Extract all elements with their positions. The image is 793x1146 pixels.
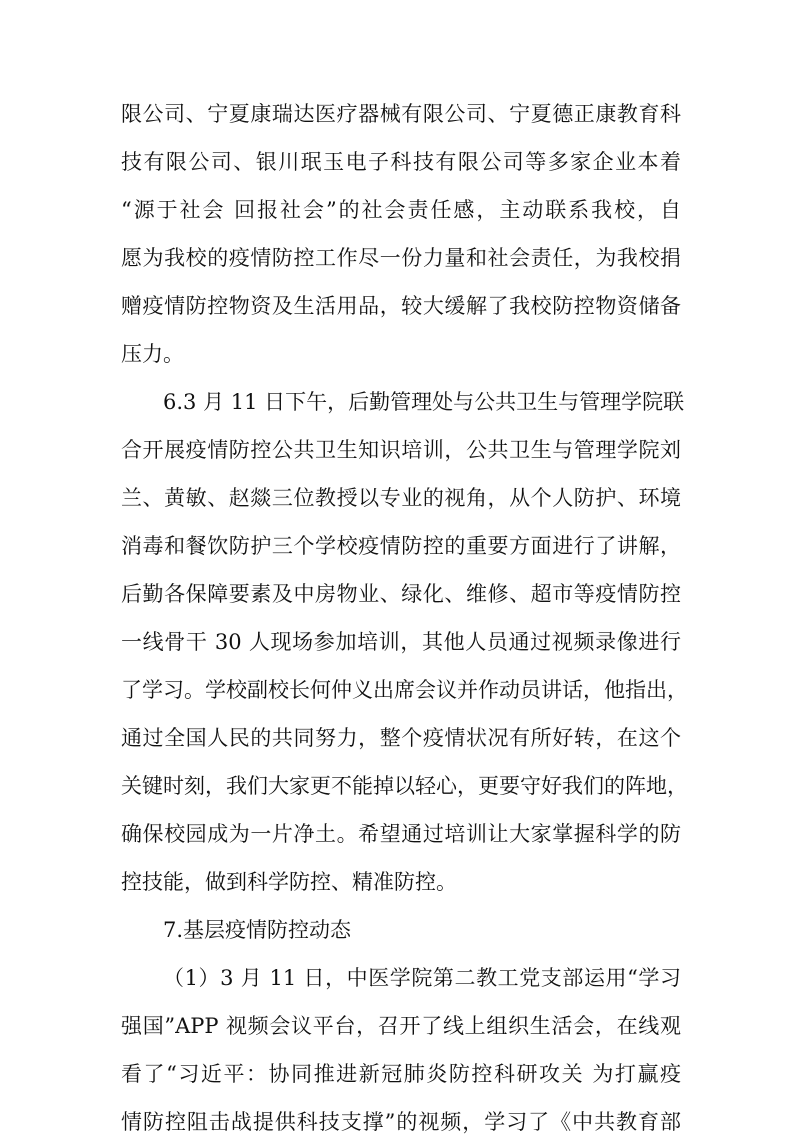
text-line: 后勤各保障要素及中房物业、绿化、维修、超市等疫情防控	[121, 582, 681, 606]
text-line: 6.3 月 11 日下午，后勤管理处与公共卫生与管理学院联	[163, 390, 685, 414]
text-line: （1）3 月 11 日，中医学院第二教工党支部运用“学习	[163, 966, 681, 990]
document-body	[121, 90, 688, 1146]
text-line: 限公司、宁夏康瑞达医疗器械有限公司、宁夏德正康教育科	[121, 102, 681, 126]
text-line: 兰、黄敏、赵燚三位教授以专业的视角，从个人防护、环境	[121, 486, 681, 510]
text-line: 赠疫情防控物资及生活用品，较大缓解了我校防控物资储备	[121, 294, 681, 318]
text-line: 消毒和餐饮防护三个学校疫情防控的重要方面进行了讲解，	[121, 534, 681, 558]
text-line: 情防控阻击战提供科技支撑”的视频，学习了《中共教育部	[121, 1110, 681, 1134]
text-line: 看了“习近平：协同推进新冠肺炎防控科研攻关 为打赢疫	[121, 1062, 681, 1086]
text-line: 确保校园成为一片净土。希望通过培训让大家掌握科学的防	[121, 822, 681, 846]
heading-line: 7.基层疫情防控动态	[163, 918, 352, 942]
text-line: 控技能，做到科学防控、精准防控。	[121, 870, 457, 894]
paragraph-donations	[121, 90, 681, 378]
paragraph-training	[121, 378, 688, 906]
section-heading	[121, 906, 681, 954]
text-line: 通过全国人民的共同努力，整个疫情状况有所好转，在这个	[121, 726, 681, 750]
text-line: 合开展疫情防控公共卫生知识培训，公共卫生与管理学院刘	[121, 438, 681, 462]
text-line: “源于社会 回报社会”的社会责任感，主动联系我校，自	[121, 198, 681, 222]
text-line: 压力。	[121, 342, 184, 366]
text-line: 技有限公司、银川珉玉电子科技有限公司等多家企业本着	[121, 150, 681, 174]
paragraph-party-branch	[121, 954, 681, 1146]
text-line: 愿为我校的疫情防控工作尽一份力量和社会责任，为我校捐	[121, 246, 681, 270]
text-line: 关键时刻，我们大家更不能掉以轻心，更要守好我们的阵地，	[121, 774, 688, 798]
text-line: 了学习。学校副校长何仲义出席会议并作动员讲话，他指出，	[121, 678, 688, 702]
text-line: 一线骨干 30 人现场参加培训，其他人员通过视频录像进行	[121, 630, 681, 654]
text-line: 强国”APP 视频会议平台，召开了线上组织生活会，在线观	[121, 1014, 681, 1038]
